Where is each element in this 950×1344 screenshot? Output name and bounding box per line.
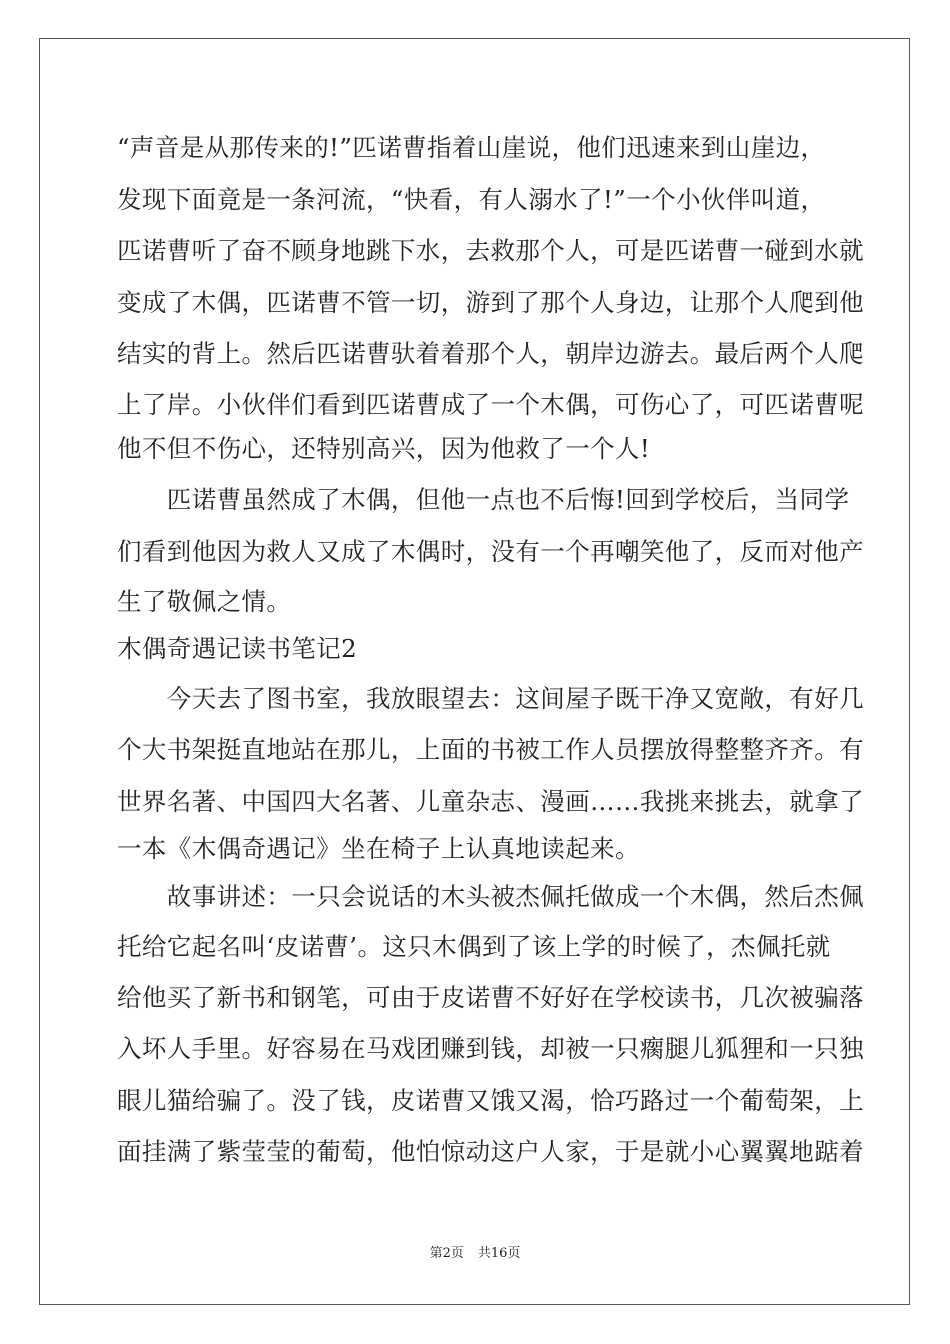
text-line: 结实的背上。然后匹诺曹驮着着那个人，朝岸边游去。最后两个人爬 (117, 339, 864, 368)
text-line: 他不但不伤心，还特别高兴，因为他救了一个人! (117, 434, 651, 463)
current-page-label: 第2页 (429, 1246, 464, 1261)
text-line: 眼儿猫给骗了。没了钱，皮诺曹又饿又渴，恰巧路过一个葡萄架，上 (117, 1086, 864, 1115)
text-line: 给他买了新书和钢笔，可由于皮诺曹不好好在学校读书，几次被骗落 (117, 983, 864, 1012)
text-line: 面挂满了紫莹莹的葡萄，他怕惊动这户人家，于是就小心翼翼地踮着 (117, 1137, 864, 1166)
page-footer (0, 1246, 950, 1262)
text-line: 生了敬佩之情。 (117, 587, 292, 616)
text-line: 今天去了图书室，我放眼望去：这间屋子既干净又宽敞，有好几 (117, 684, 864, 713)
text-line: 发现下面竟是一条河流，“快看，有人溺水了!”一个小伙伴叫道， (117, 185, 826, 214)
text-line: 世界名著、中国四大名著、儿童杂志、漫画……我挑来挑去，就拿了 (117, 787, 864, 816)
text-line: 匹诺曹虽然成了木偶，但他一点也不后悔!回到学校后，当同学 (117, 485, 850, 514)
text-line: 入坏人手里。好容易在马戏团赚到钱，却被一只瘸腿儿狐狸和一只独 (117, 1034, 864, 1063)
text-line: “声音是从那传来的!”匹诺曹指着山崖说，他们迅速来到山崖边， (117, 133, 826, 162)
text-line: 们看到他因为救人又成了木偶时，没有一个再嘲笑他了，反而对他产 (117, 537, 864, 566)
text-line: 个大书架挺直地站在那儿，上面的书被工作人员摆放得整整齐齐。有 (117, 735, 864, 764)
section-heading: 木偶奇遇记读书笔记2 (117, 634, 358, 663)
text-line: 一本《木偶奇遇记》坐在椅子上认真地读起来。 (117, 834, 640, 863)
total-pages-label: 共16页 (477, 1246, 521, 1261)
text-line: 托给它起名叫‘皮诺曹’。这只木偶到了该上学的时候了，杰佩托就 (117, 932, 831, 961)
text-line: 匹诺曹听了奋不顾身地跳下水，去救那个人，可是匹诺曹一碰到水就 (117, 236, 864, 265)
text-line: 上了岸。小伙伴们看到匹诺曹成了一个木偶，可伤心了，可匹诺曹呢 (117, 390, 864, 419)
text-line: 变成了木偶，匹诺曹不管一切，游到了那个人身边，让那个人爬到他 (117, 288, 864, 317)
text-line: 故事讲述：一只会说话的木头被杰佩托做成一个木偶，然后杰佩 (117, 882, 864, 911)
